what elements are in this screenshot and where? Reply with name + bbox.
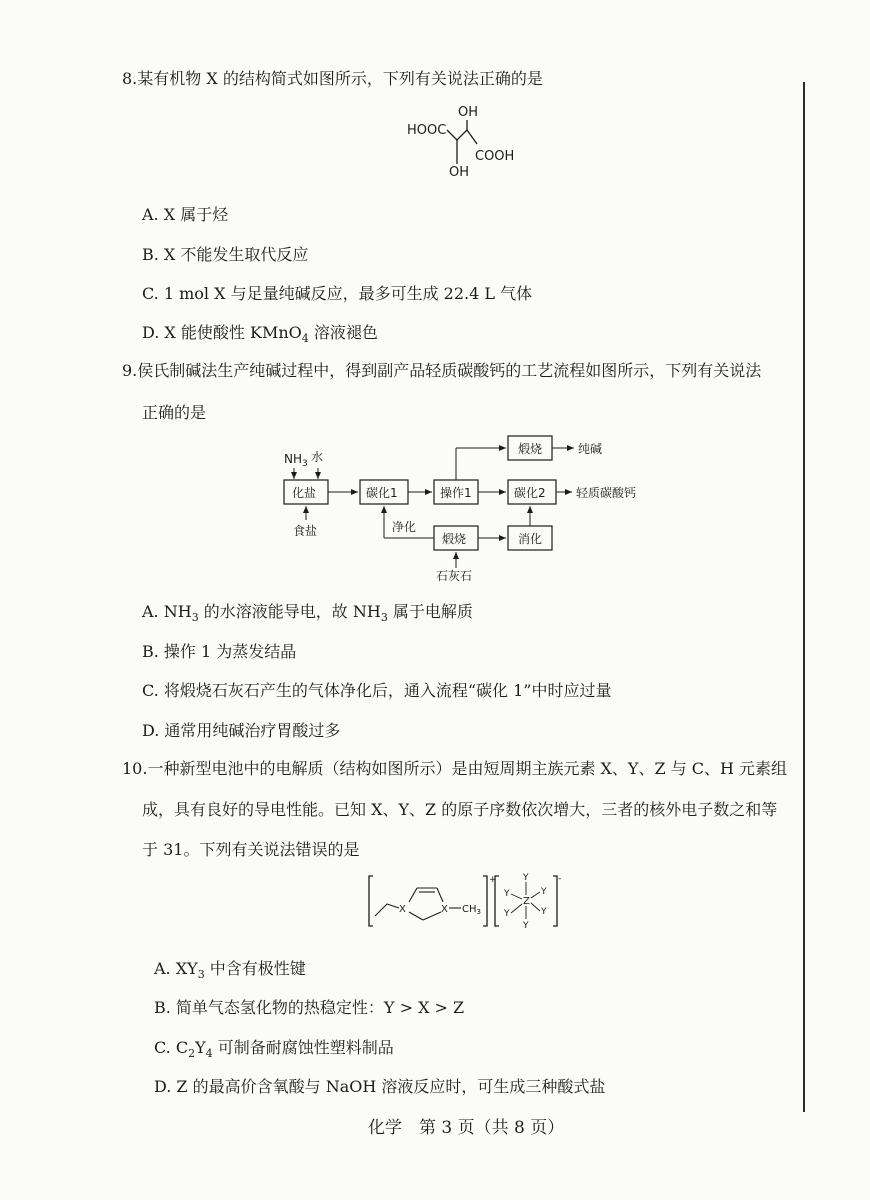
q9-option-d: D. 通常用纯碱治疗胃酸过多 — [142, 721, 341, 740]
chunjian-label: 纯碱 — [578, 442, 603, 456]
q9-stem-line2: 正确的是 — [142, 403, 207, 422]
q10-stem-line2: 成，具有良好的导电性能。已知 X、Y、Z 的原子序数依次增大，三者的核外电子数之和等 — [142, 800, 778, 819]
q9-flow-diagram — [270, 428, 690, 588]
ch3-label: $CH_3$ — [462, 904, 481, 916]
q10-stem-line3: 于 31。下列有关说法错误的是 — [142, 840, 360, 859]
x-atom-2: X — [441, 904, 448, 915]
q9-option-b: B. 操作 1 为蒸发结晶 — [142, 642, 297, 661]
y-atom-ll: Y — [504, 909, 510, 919]
plus-charge: + — [489, 875, 497, 885]
q8-stem: 8.某有机物 X 的结构简式如图所示，下列有关说法正确的是 — [122, 69, 543, 88]
y-atom-bottom: Y — [523, 921, 529, 931]
q10-stem-line1: 10.一种新型电池中的电解质（结构如图所示）是由短周期主族元素 X、Y、Z 与 C、H 元素组 — [122, 759, 788, 778]
q10-option-d: D. Z 的最高价含氧酸与 NaOH 溶液反应时，可生成三种酸式盐 — [154, 1077, 606, 1096]
q10-option-c: C. $C_2Y_4$ 可制备耐腐蚀性塑料制品 — [154, 1038, 394, 1061]
q9-stem-line1: 9.侯氏制碱法生产纯碱过程中，得到副产品轻质碳酸钙的工艺流程如图所示，下列有关说法 — [122, 361, 762, 380]
y-atom-ur: Y — [541, 887, 547, 897]
cooh-label: COOH — [475, 149, 515, 164]
q8-structure-diagram — [395, 100, 535, 182]
y-atom-ul: Y — [504, 889, 510, 899]
q8-option-d: D. X 能使酸性 KMnO$_4$ 溶液褪色 — [142, 323, 378, 346]
hooc-label: HOOC — [407, 123, 447, 138]
page-footer: 化学 第 3 页（共 8 页） — [368, 1118, 565, 1138]
q9-option-a: A. $NH_3$ 的水溶液能导电，故 $NH_3$ 属于电解质 — [142, 602, 473, 625]
nh3-label: $NH_3$ — [284, 452, 308, 469]
q8-option-a: A. X 属于烃 — [142, 205, 229, 224]
minus-charge: - — [558, 874, 562, 884]
q10-structure-diagram — [365, 868, 565, 932]
margin-rule — [803, 82, 805, 1112]
oh-bottom-label: OH — [449, 165, 470, 180]
tanhua1-label: 碳化1 — [366, 486, 398, 500]
q9-option-c: C. 将煅烧石灰石产生的气体净化后，通入流程“碳化 1”中时应过量 — [142, 681, 612, 700]
q8-option-c: C. 1 mol X 与足量纯碱反应，最多可生成 22.4 L 气体 — [142, 284, 533, 303]
jinghua-label: 净化 — [392, 520, 417, 534]
duanshao-top-label: 煅烧 — [518, 442, 543, 456]
x-atom-1: X — [399, 904, 406, 915]
duanshao-bottom-label: 煅烧 — [442, 532, 467, 546]
shihuishi-label: 石灰石 — [436, 569, 473, 583]
huayan-label: 化盐 — [292, 486, 317, 500]
product-label: 轻质碳酸钙 — [576, 486, 637, 500]
oh-top-label: OH — [458, 105, 479, 120]
q10-option-b: B. 简单气态氢化物的热稳定性：Y > X > Z — [154, 998, 465, 1017]
q10-option-a: A. $XY_3$ 中含有极性键 — [154, 959, 306, 982]
q8-option-b: B. X 不能发生取代反应 — [142, 245, 309, 264]
water-label: 水 — [311, 450, 324, 464]
y-atom-top: Y — [523, 873, 529, 883]
tanhua2-label: 碳化2 — [514, 486, 546, 500]
caozuo1-label: 操作1 — [440, 486, 472, 500]
y-atom-lr: Y — [541, 907, 547, 917]
shiyan-label: 食盐 — [293, 524, 318, 538]
xiaohua-label: 消化 — [518, 532, 543, 546]
z-atom: Z — [523, 896, 530, 907]
